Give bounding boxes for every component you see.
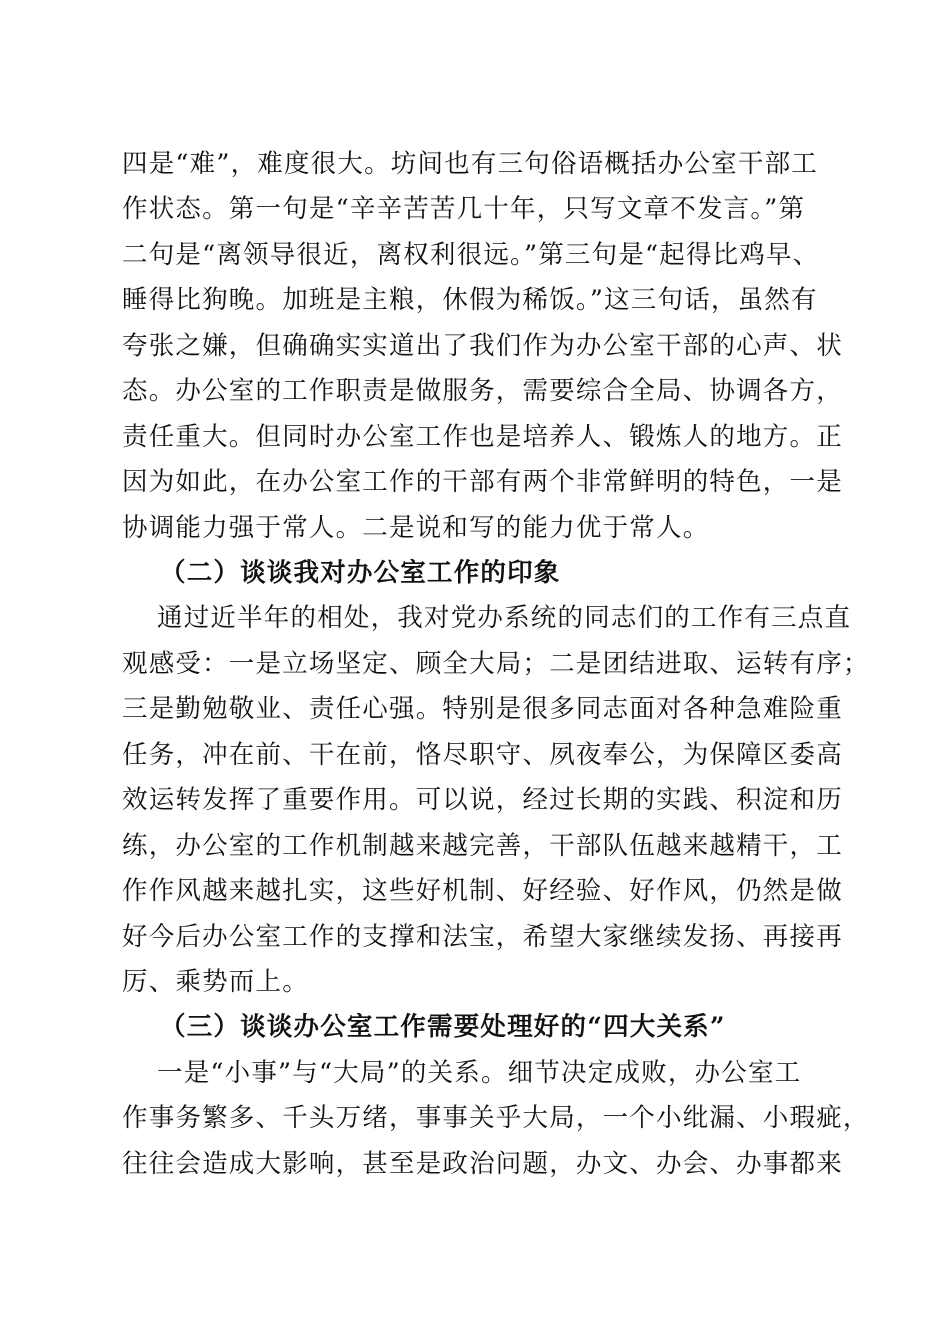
paragraph-2-line: 练，办公室的工作机制越来越完善，干部队伍越来越精干，工 bbox=[122, 831, 843, 861]
section-heading-2: （二）谈谈我对办公室工作的印象 bbox=[160, 558, 561, 588]
paragraph-1-line: 因为如此，在办公室工作的干部有两个非常鲜明的特色，一是 bbox=[122, 467, 843, 497]
paragraph-2-line: 三是勤勉敬业、责任心强。特别是很多同志面对各种急难险重 bbox=[122, 694, 843, 724]
paragraph-2-line: 任务，冲在前、干在前，恪尽职守、夙夜奉公，为保障区委高 bbox=[122, 740, 843, 770]
paragraph-1-line: 责任重大。但同时办公室工作也是培养人、锻炼人的地方。正 bbox=[122, 422, 843, 452]
paragraph-1-line: 四是“难”，难度很大。坊间也有三句俗语概括办公室干部工 bbox=[122, 149, 818, 179]
paragraph-3-line: 一是“小事”与“大局”的关系。细节决定成败，办公室工 bbox=[157, 1058, 802, 1088]
paragraph-1-line: 协调能力强于常人。二是说和写的能力优于常人。 bbox=[122, 513, 710, 543]
section-heading-3: （三）谈谈办公室工作需要处理好的“四大关系” bbox=[160, 1012, 726, 1042]
paragraph-1-line: 二句是“离领导很近，离权利很远。”第三句是“起得比鸡早、 bbox=[122, 240, 820, 270]
paragraph-3-line: 作事务繁多、千头万绪，事事关乎大局，一个小纰漏、小瑕疵， bbox=[122, 1103, 870, 1133]
paragraph-2-line: 厉、乘势而上。 bbox=[122, 967, 309, 997]
paragraph-1-line: 作状态。第一句是“辛辛苦苦几十年，只写文章不发言。”第 bbox=[122, 194, 806, 224]
paragraph-2-line: 作作风越来越扎实，这些好机制、好经验、好作风，仍然是做 bbox=[122, 876, 843, 906]
paragraph-1-line: 夸张之嫌，但确确实实道出了我们作为办公室干部的心声、状 bbox=[122, 331, 843, 361]
paragraph-2-line: 通过近半年的相处，我对党办系统的同志们的工作有三点直 bbox=[157, 603, 852, 633]
paragraph-1-line: 态。办公室的工作职责是做服务，需要综合全局、协调各方， bbox=[122, 376, 843, 406]
paragraph-3-line: 往往会造成大影响，甚至是政治问题，办文、办会、办事都来 bbox=[122, 1149, 843, 1179]
paragraph-2-line: 好今后办公室工作的支撑和法宝，希望大家继续发扬、再接再 bbox=[122, 922, 843, 952]
paragraph-2-line: 观感受：一是立场坚定、顾全大局；二是团结进取、运转有序； bbox=[122, 649, 870, 679]
paragraph-1-line: 睡得比狗晚。加班是主粮，休假为稀饭。”这三句话，虽然有 bbox=[122, 285, 818, 315]
paragraph-2-line: 效运转发挥了重要作用。可以说，经过长期的实践、积淀和历 bbox=[122, 785, 843, 815]
